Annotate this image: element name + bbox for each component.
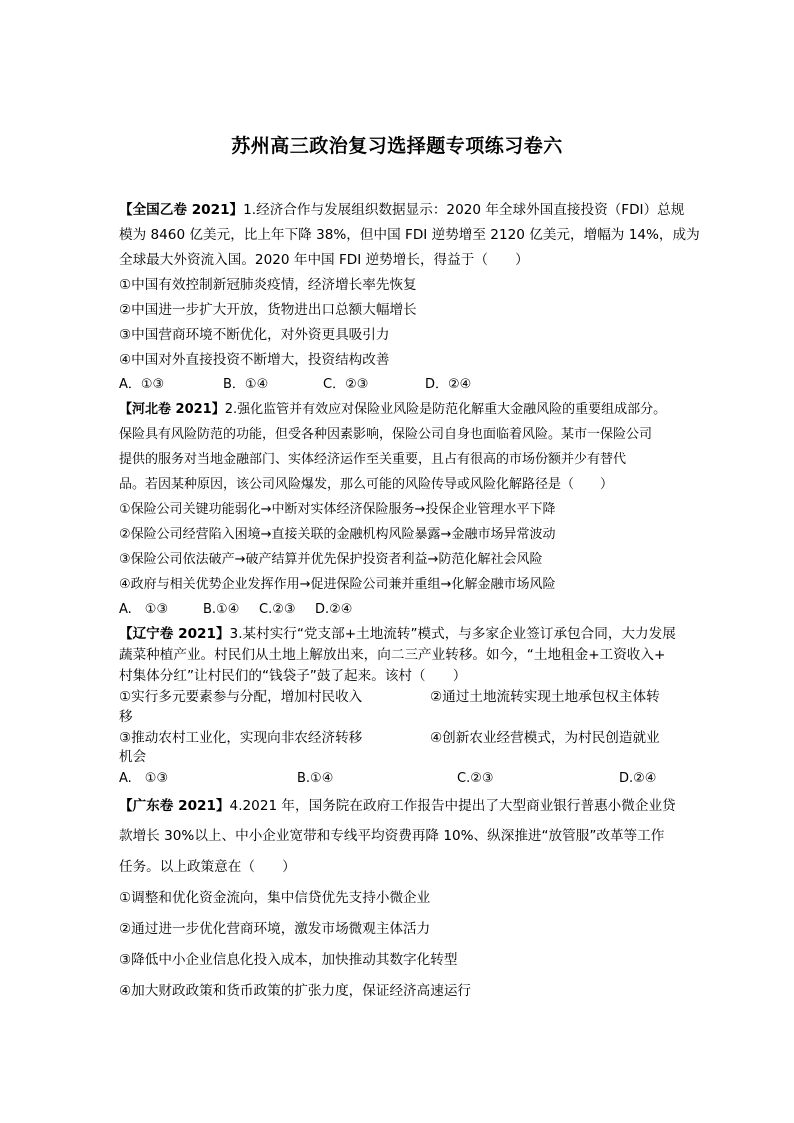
q2-line-2: 保险具有风险防范的功能，但受各种因素影响，保险公司自身也面临着风险。某市一保险公司 — [119, 427, 653, 442]
q2-line-4: 品。若因某种原因，该公司风险爆发，那么可能的风险传导或风险化解路径是（ ） — [119, 477, 614, 492]
q3-item-1: ①实行多元要素参与分配，增加村民收入 — [119, 689, 363, 705]
q2-item-3: ③保险公司依法破产→破产结算并优先保护投资者利益→防范化解社会风险 — [119, 552, 543, 567]
q2-stem-1: 2.强化监管并有效应对保险业风险是防范化解重大金融风险的重要组成部分。 — [224, 402, 667, 417]
q3-line-3: 村集体分红”让村民们的“钱袋子”鼓了起来。该村（ ） — [119, 668, 467, 684]
page-title: 苏州高三政治复习选择题专项练习卷六 — [231, 135, 563, 157]
q4-item-4: ④加大财政政策和货币政策的扩张力度，保证经济高速运行 — [119, 983, 472, 999]
q3-source: 【辽宁卷 2021】 — [119, 626, 230, 642]
q1-source: 【全国乙卷 2021】 — [119, 202, 244, 218]
q3-option-d: D.②④ — [619, 771, 657, 786]
q3-options — [119, 767, 656, 786]
q2-item-4: ④政府与相关优势企业发挥作用→促进保险公司兼并重组→化解金融市场风险 — [119, 577, 556, 592]
q1-line-2: 模为 8460 亿美元，比上年下降 38%，但中国 FDI 逆势增至 2120 亿美元，增幅为 14%，成为 — [119, 227, 700, 243]
q1-item-3: ③中国营商环境不断优化，对外资更具吸引力 — [119, 327, 390, 343]
q2-option-c: C.②③ — [259, 602, 296, 617]
q3-option-c: C.②③ — [457, 771, 494, 786]
q4-source: 【广东卷 2021】 — [119, 798, 230, 814]
q3-item-2-cont: 移 — [119, 709, 133, 725]
q1-options — [119, 373, 471, 392]
q2-option-d: D.②④ — [315, 602, 353, 617]
q1-item-2: ②中国进一步扩大开放，货物进出口总额大幅增长 — [119, 302, 417, 318]
q2-options — [119, 598, 352, 617]
q4-item-2: ②通过进一步优化营商环境，激发市场微观主体活力 — [119, 921, 431, 937]
q1-option-c: C．②③ — [323, 377, 369, 392]
q2-source: 【河北卷 2021】 — [119, 402, 225, 417]
q4-line-2: 款增长 30%以上、中小企业宽带和专线平均资费再降 10%、纵深推进“放管服”改革等工作 — [119, 828, 665, 844]
q1-option-d: D．②④ — [425, 377, 472, 392]
q1-option-a: A．①③ — [119, 377, 165, 392]
q3-stem-1: 3.某村实行“党支部+土地流转”模式，与多家企业签订承包合同，大力发展 — [229, 626, 676, 642]
q2-line-1 — [119, 398, 666, 417]
q1-option-b: B．①④ — [223, 377, 269, 392]
q4-item-3: ③降低中小企业信息化投入成本，加快推动其数字化转型 — [119, 952, 458, 968]
q2-line-3: 提供的服务对当地金融部门、实体经济运作至关重要，且占有很高的市场份额并少有替代 — [119, 452, 627, 467]
q3-option-b: B.①④ — [297, 771, 334, 786]
q3-line-1 — [119, 622, 676, 642]
q2-item-1: ①保险公司关键功能弱化→中断对实体经济保险服务→投保企业管理水平下降 — [119, 502, 556, 517]
q3-item-2: ②通过土地流转实现土地承包权主体转 — [430, 689, 660, 705]
q3-line-2: 蔬菜种植产业。村民们从土地上解放出来，向二三产业转移。如今，“土地租金+工资收入+ — [119, 647, 666, 663]
q1-line-1 — [119, 198, 684, 218]
q4-stem-1: 4.2021 年，国务院在政府工作报告中提出了大型商业银行普惠小微企业贷 — [229, 798, 676, 814]
q2-option-b: B.①④ — [203, 602, 240, 617]
q3-item-4: ④创新农业经营模式，为村民创造就业 — [430, 730, 660, 746]
q4-line-1 — [119, 794, 676, 814]
q3-item-3: ③推动农村工业化，实现向非农经济转移 — [119, 730, 363, 746]
q3-option-a: A. ①③ — [119, 771, 169, 786]
q1-line-3: 全球最大外资流入国。2020 年中国 FDI 逆势增长，得益于（ ） — [119, 252, 529, 268]
q1-item-4: ④中国对外直接投资不断增大，投资结构改善 — [119, 352, 390, 368]
q2-option-a: A. ①③ — [119, 602, 169, 617]
q1-item-1: ①中国有效控制新冠肺炎疫情，经济增长率先恢复 — [119, 277, 417, 293]
q4-line-3: 任务。以上政策意在（ ） — [119, 859, 296, 875]
q1-stem-1: 1.经济合作与发展组织数据显示：2020 年全球外国直接投资（FDI）总规 — [243, 202, 685, 218]
q3-item-4-cont: 机会 — [119, 749, 147, 765]
q4-item-1: ①调整和优化资金流向，集中信贷优先支持小微企业 — [119, 890, 431, 906]
q2-item-2: ②保险公司经营陷入困境→直接关联的金融机构风险暴露→金融市场异常波动 — [119, 527, 556, 542]
